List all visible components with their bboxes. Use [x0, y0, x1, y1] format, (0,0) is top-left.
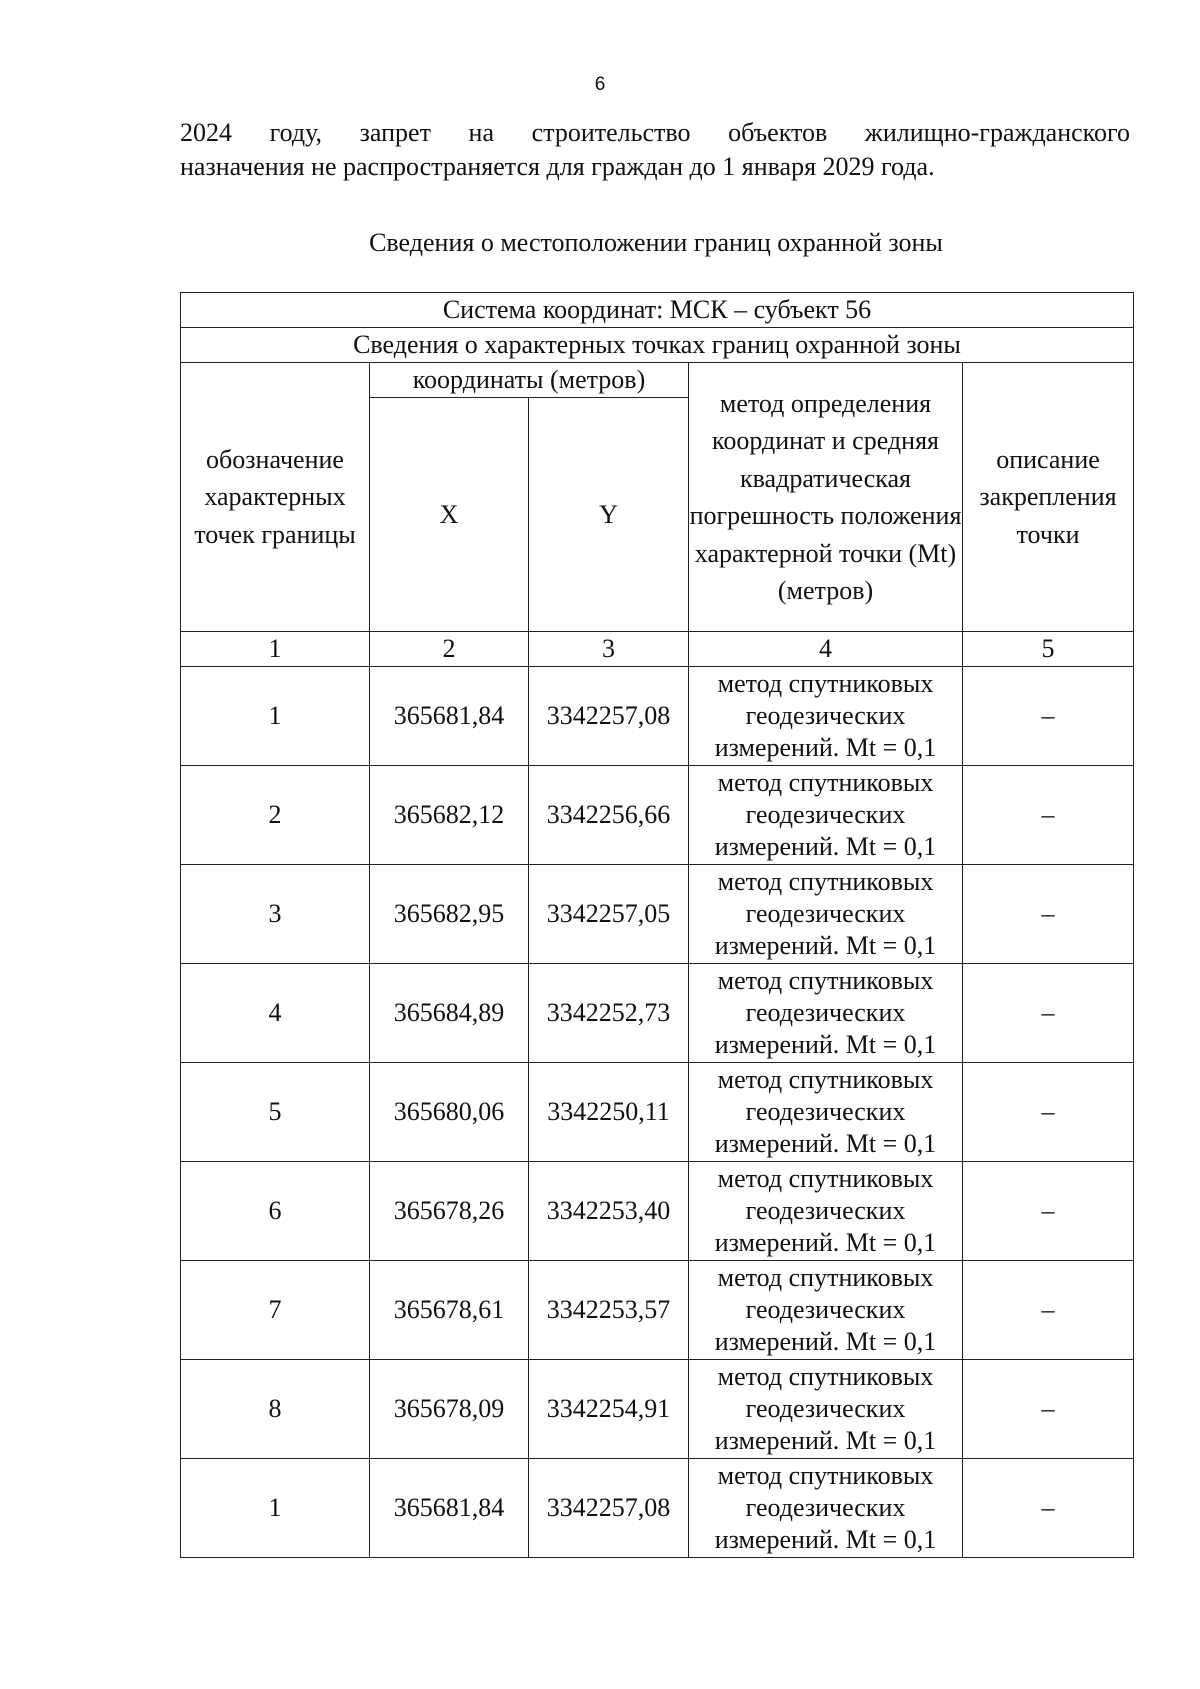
description-cell: – — [963, 1063, 1134, 1162]
table-row — [181, 865, 1134, 964]
x-coordinate-cell: 365681,84 — [370, 667, 529, 766]
intro-paragraph — [180, 116, 1130, 184]
y-coordinate-cell: 3342253,40 — [529, 1162, 689, 1261]
header-point: обозначение характерных точек границы — [181, 363, 370, 632]
coord-system-header: Система координат: МСК – субъект 56 — [181, 293, 1134, 328]
y-coordinate-cell: 3342257,08 — [529, 1459, 689, 1558]
x-coordinate-cell: 365678,26 — [370, 1162, 529, 1261]
table-row — [181, 964, 1134, 1063]
method-cell: метод спутниковых геодезических измерений. Mt = 0,1 — [689, 766, 963, 865]
header-description: описание закрепления точки — [963, 363, 1134, 632]
method-cell: метод спутниковых геодезических измерений. Mt = 0,1 — [689, 964, 963, 1063]
y-coordinate-cell: 3342252,73 — [529, 964, 689, 1063]
table-row — [181, 1360, 1134, 1459]
y-coordinate-cell: 3342254,91 — [529, 1360, 689, 1459]
column-number: 1 — [181, 632, 370, 667]
y-coordinate-cell: 3342257,08 — [529, 667, 689, 766]
point-cell: 1 — [181, 667, 370, 766]
column-number: 5 — [963, 632, 1134, 667]
x-coordinate-cell: 365682,12 — [370, 766, 529, 865]
description-cell: – — [963, 667, 1134, 766]
point-cell: 8 — [181, 1360, 370, 1459]
table-row — [181, 766, 1134, 865]
column-number: 3 — [529, 632, 689, 667]
description-cell: – — [963, 865, 1134, 964]
header-y: Y — [529, 398, 689, 632]
method-cell: метод спутниковых геодезических измерений. Mt = 0,1 — [689, 1162, 963, 1261]
description-cell: – — [963, 1261, 1134, 1360]
y-coordinate-cell: 3342256,66 — [529, 766, 689, 865]
intro-line-2: назначения не распространяется для граждан до 1 января 2029 года. — [180, 152, 935, 181]
x-coordinate-cell: 365678,09 — [370, 1360, 529, 1459]
description-cell: – — [963, 964, 1134, 1063]
section-title-header: Сведения о характерных точках границ охранной зоны — [181, 328, 1134, 363]
column-number: 4 — [689, 632, 963, 667]
method-cell: метод спутниковых геодезических измерений. Mt = 0,1 — [689, 667, 963, 766]
description-cell: – — [963, 1360, 1134, 1459]
column-number: 2 — [370, 632, 529, 667]
x-coordinate-cell: 365681,84 — [370, 1459, 529, 1558]
x-coordinate-cell: 365680,06 — [370, 1063, 529, 1162]
x-coordinate-cell: 365684,89 — [370, 964, 529, 1063]
y-coordinate-cell: 3342257,05 — [529, 865, 689, 964]
point-cell: 1 — [181, 1459, 370, 1558]
description-cell: – — [963, 1459, 1134, 1558]
header-x: X — [370, 398, 529, 632]
point-cell: 3 — [181, 865, 370, 964]
x-coordinate-cell: 365682,95 — [370, 865, 529, 964]
method-cell: метод спутниковых геодезических измерений. Mt = 0,1 — [689, 1261, 963, 1360]
table-row — [181, 1459, 1134, 1558]
point-cell: 4 — [181, 964, 370, 1063]
header-method: метод определения координат и средняя квадратическая погрешность положения характерной точки (Mt) (метров) — [689, 363, 963, 632]
y-coordinate-cell: 3342250,11 — [529, 1063, 689, 1162]
method-cell: метод спутниковых геодезических измерений. Mt = 0,1 — [689, 1063, 963, 1162]
method-cell: метод спутниковых геодезических измерений. Mt = 0,1 — [689, 1360, 963, 1459]
method-cell: метод спутниковых геодезических измерений. Mt = 0,1 — [689, 865, 963, 964]
coordinates-table — [180, 292, 1134, 1558]
point-cell: 6 — [181, 1162, 370, 1261]
intro-line-1: 2024 году, запрет на строительство объектов жилищно-гражданского — [180, 118, 1130, 147]
description-cell: – — [963, 1162, 1134, 1261]
header-coords: координаты (метров) — [370, 363, 689, 398]
table-row — [181, 1162, 1134, 1261]
description-cell: – — [963, 766, 1134, 865]
table-row — [181, 667, 1134, 766]
point-cell: 7 — [181, 1261, 370, 1360]
y-coordinate-cell: 3342253,57 — [529, 1261, 689, 1360]
point-cell: 5 — [181, 1063, 370, 1162]
method-cell: метод спутниковых геодезических измерений. Mt = 0,1 — [689, 1459, 963, 1558]
point-cell: 2 — [181, 766, 370, 865]
page-number: 6 — [594, 74, 606, 95]
x-coordinate-cell: 365678,61 — [370, 1261, 529, 1360]
table-row — [181, 1063, 1134, 1162]
table-title: Сведения о местоположении границ охранной зоны — [369, 228, 943, 257]
table-row — [181, 1261, 1134, 1360]
